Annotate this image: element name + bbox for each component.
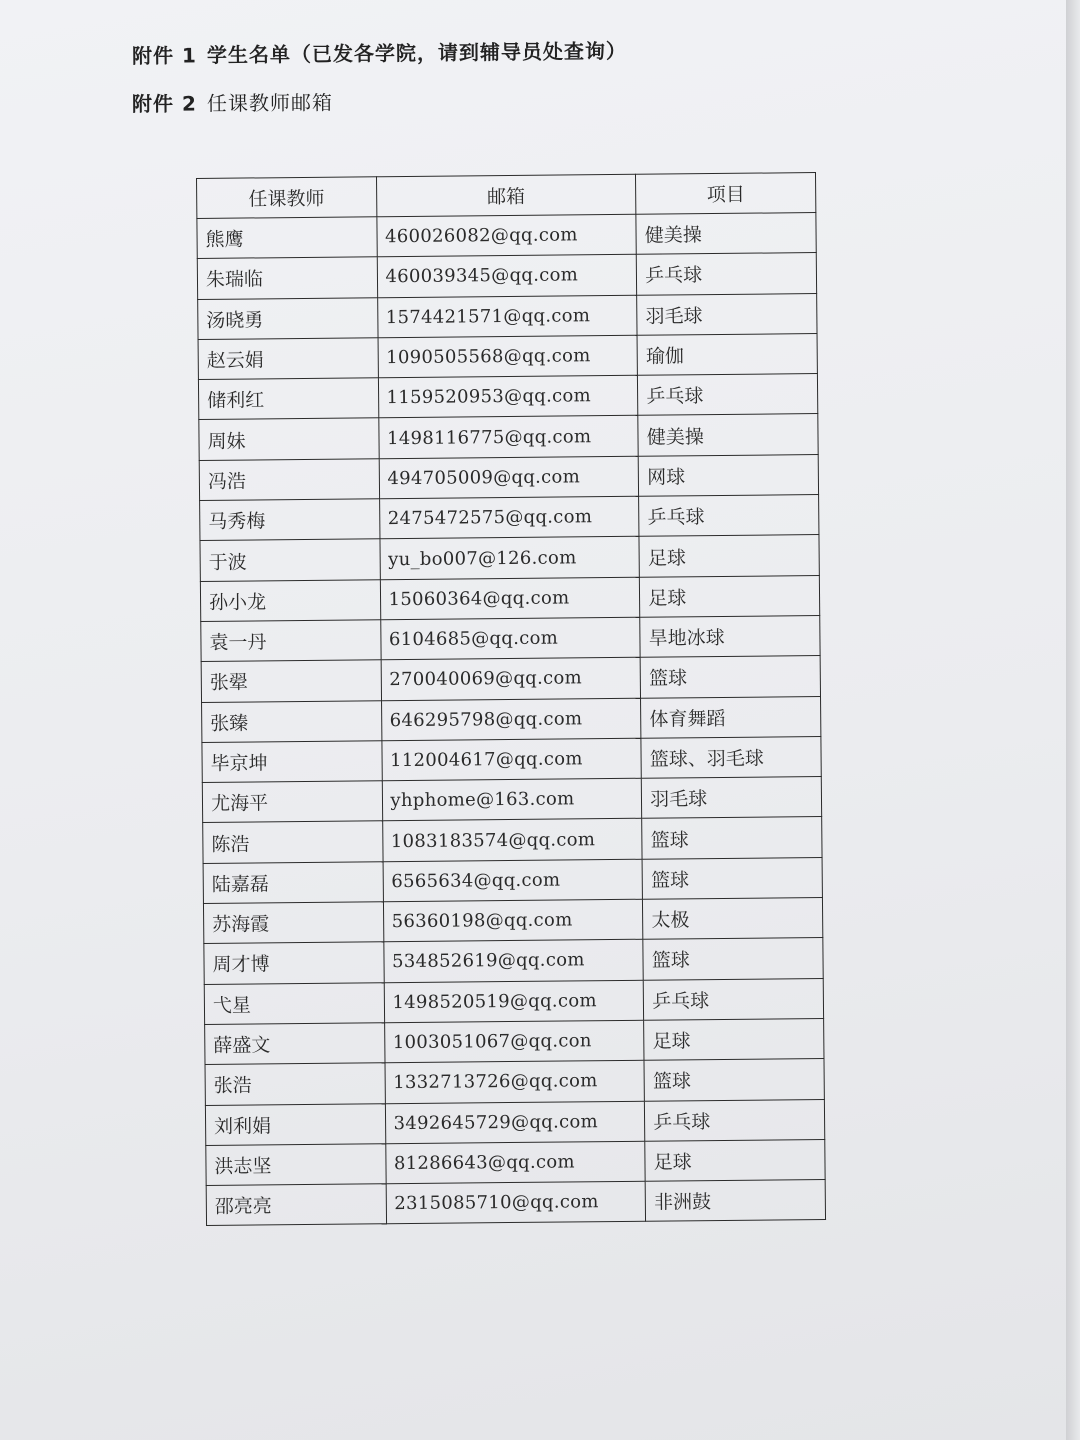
project-cell: 羽毛球 xyxy=(637,293,817,335)
teacher-name-cell: 陆嘉磊 xyxy=(203,861,383,903)
teacher-name-cell: 周才博 xyxy=(204,942,384,984)
teacher-name-cell: 汤晓勇 xyxy=(198,297,378,339)
teacher-name-cell: 熊鹰 xyxy=(197,217,377,259)
table-row xyxy=(205,1099,824,1145)
table-row xyxy=(197,253,816,299)
teacher-name-cell: 赵云娟 xyxy=(198,338,378,380)
attachment-1-text: 学生名单（已发各学院，请到辅导员处查询） xyxy=(206,38,628,68)
table-row xyxy=(206,1139,825,1185)
project-cell: 篮球 xyxy=(642,857,822,899)
email-cell: 460026082@qq.com xyxy=(376,214,636,257)
teacher-name-cell: 洪志坚 xyxy=(206,1144,386,1186)
attachment-2-line xyxy=(132,87,333,117)
table-row xyxy=(200,495,819,541)
teacher-name-cell: 张翚 xyxy=(201,660,381,702)
table-row xyxy=(202,696,821,742)
teacher-name-cell: 苏海霞 xyxy=(203,902,383,944)
table-row xyxy=(202,777,821,823)
table-row xyxy=(201,656,820,702)
email-cell: 1332713726@qq.com xyxy=(385,1060,645,1103)
table-row xyxy=(198,374,817,420)
header-email: 邮箱 xyxy=(376,174,636,216)
table-row xyxy=(203,817,822,863)
email-cell: 2315085710@qq.com xyxy=(386,1181,646,1224)
teacher-name-cell: 薛盛文 xyxy=(205,1023,385,1065)
teacher-name-cell: 尤海平 xyxy=(202,781,382,823)
header-teacher: 任课教师 xyxy=(197,177,377,219)
email-cell: 1083183574@qq.com xyxy=(382,819,642,862)
teacher-name-cell: 弋星 xyxy=(204,982,384,1024)
table-row xyxy=(199,454,818,500)
table-row xyxy=(204,938,823,984)
email-cell: 1159520953@qq.com xyxy=(378,375,638,418)
email-cell: 494705009@qq.com xyxy=(379,456,639,499)
table-row xyxy=(202,736,821,782)
teacher-name-cell: 储利红 xyxy=(198,378,378,420)
email-cell: 15060364@qq.com xyxy=(380,577,640,620)
project-cell: 健美操 xyxy=(638,414,818,456)
header-project: 项目 xyxy=(636,173,816,215)
teacher-name-cell: 毕京坤 xyxy=(202,741,382,783)
project-cell: 太极 xyxy=(643,898,823,940)
project-cell: 羽毛球 xyxy=(642,777,822,819)
attachment-1-line xyxy=(132,35,627,69)
email-cell: 3492645729@qq.com xyxy=(385,1101,645,1144)
project-cell: 足球 xyxy=(640,575,820,617)
table-body xyxy=(197,213,826,1226)
email-cell: 1090505568@qq.com xyxy=(378,335,638,378)
table-row xyxy=(198,293,817,339)
table-row xyxy=(204,978,823,1024)
project-cell: 乒乓球 xyxy=(638,374,818,416)
table-row xyxy=(200,535,819,581)
teacher-email-table-wrapper xyxy=(196,172,826,1226)
project-cell: 旱地冰球 xyxy=(640,616,820,658)
table-row xyxy=(203,898,822,944)
table-header-row xyxy=(197,173,816,219)
teacher-name-cell: 张浩 xyxy=(205,1063,385,1105)
teacher-name-cell: 朱瑞临 xyxy=(197,257,377,299)
email-cell: 1498520519@qq.com xyxy=(384,980,644,1023)
teacher-name-cell: 周妹 xyxy=(199,418,379,460)
project-cell: 网球 xyxy=(638,454,818,496)
email-cell: 1003051067@qq.con xyxy=(384,1020,644,1063)
desk-edge xyxy=(1066,0,1080,1440)
project-cell: 乒乓球 xyxy=(643,978,823,1020)
email-cell: 81286643@qq.com xyxy=(385,1141,645,1184)
project-cell: 足球 xyxy=(639,535,819,577)
project-cell: 篮球 xyxy=(644,1059,824,1101)
project-cell: 足球 xyxy=(644,1018,824,1060)
table-row xyxy=(205,1059,824,1105)
project-cell: 乒乓球 xyxy=(637,253,817,295)
email-cell: 1574421571@qq.com xyxy=(377,295,637,338)
email-cell: 534852619@qq.com xyxy=(383,940,643,983)
project-cell: 瑜伽 xyxy=(637,333,817,375)
table-row xyxy=(205,1018,824,1064)
table-row xyxy=(198,333,817,379)
attachment-2-text: 任课教师邮箱 xyxy=(206,90,333,116)
table-row xyxy=(203,857,822,903)
table-row xyxy=(206,1180,825,1226)
attachment-1-label: 附件 1 xyxy=(131,43,198,68)
email-cell: 6565634@qq.com xyxy=(383,859,643,902)
teacher-name-cell: 孙小龙 xyxy=(200,579,380,621)
attachment-2-label: 附件 2 xyxy=(131,91,197,116)
email-cell: 270040069@qq.com xyxy=(381,658,641,701)
project-cell: 篮球、羽毛球 xyxy=(641,736,821,778)
teacher-name-cell: 陈浩 xyxy=(203,821,383,863)
email-cell: 112004617@qq.com xyxy=(381,738,641,781)
table-row xyxy=(201,616,820,662)
teacher-name-cell: 袁一丹 xyxy=(201,620,381,662)
project-cell: 篮球 xyxy=(640,656,820,698)
table-row xyxy=(200,575,819,621)
email-cell: 646295798@qq.com xyxy=(381,698,641,741)
email-cell: 460039345@qq.com xyxy=(377,255,637,298)
teacher-name-cell: 张臻 xyxy=(202,700,382,742)
project-cell: 乒乓球 xyxy=(645,1099,825,1141)
table-row xyxy=(197,213,816,259)
project-cell: 篮球 xyxy=(642,817,822,859)
email-cell: yu_bo007@126.com xyxy=(379,537,639,580)
teacher-name-cell: 冯浩 xyxy=(199,459,379,501)
teacher-email-table xyxy=(196,172,826,1226)
project-cell: 篮球 xyxy=(643,938,823,980)
project-cell: 非洲鼓 xyxy=(645,1180,825,1222)
email-cell: 2475472575@qq.com xyxy=(379,496,639,539)
email-cell: 56360198@qq.com xyxy=(383,899,643,942)
project-cell: 乒乓球 xyxy=(639,495,819,537)
table-row xyxy=(199,414,818,460)
teacher-name-cell: 刘利娟 xyxy=(205,1103,385,1145)
project-cell: 足球 xyxy=(645,1139,825,1181)
teacher-name-cell: 于波 xyxy=(200,539,380,581)
email-cell: yhphome@163.com xyxy=(382,778,642,821)
teacher-name-cell: 邵亮亮 xyxy=(206,1184,386,1226)
teacher-name-cell: 马秀梅 xyxy=(200,499,380,541)
email-cell: 1498116775@qq.com xyxy=(378,416,638,459)
project-cell: 健美操 xyxy=(636,213,816,255)
project-cell: 体育舞蹈 xyxy=(641,696,821,738)
email-cell: 6104685@qq.com xyxy=(380,617,640,660)
